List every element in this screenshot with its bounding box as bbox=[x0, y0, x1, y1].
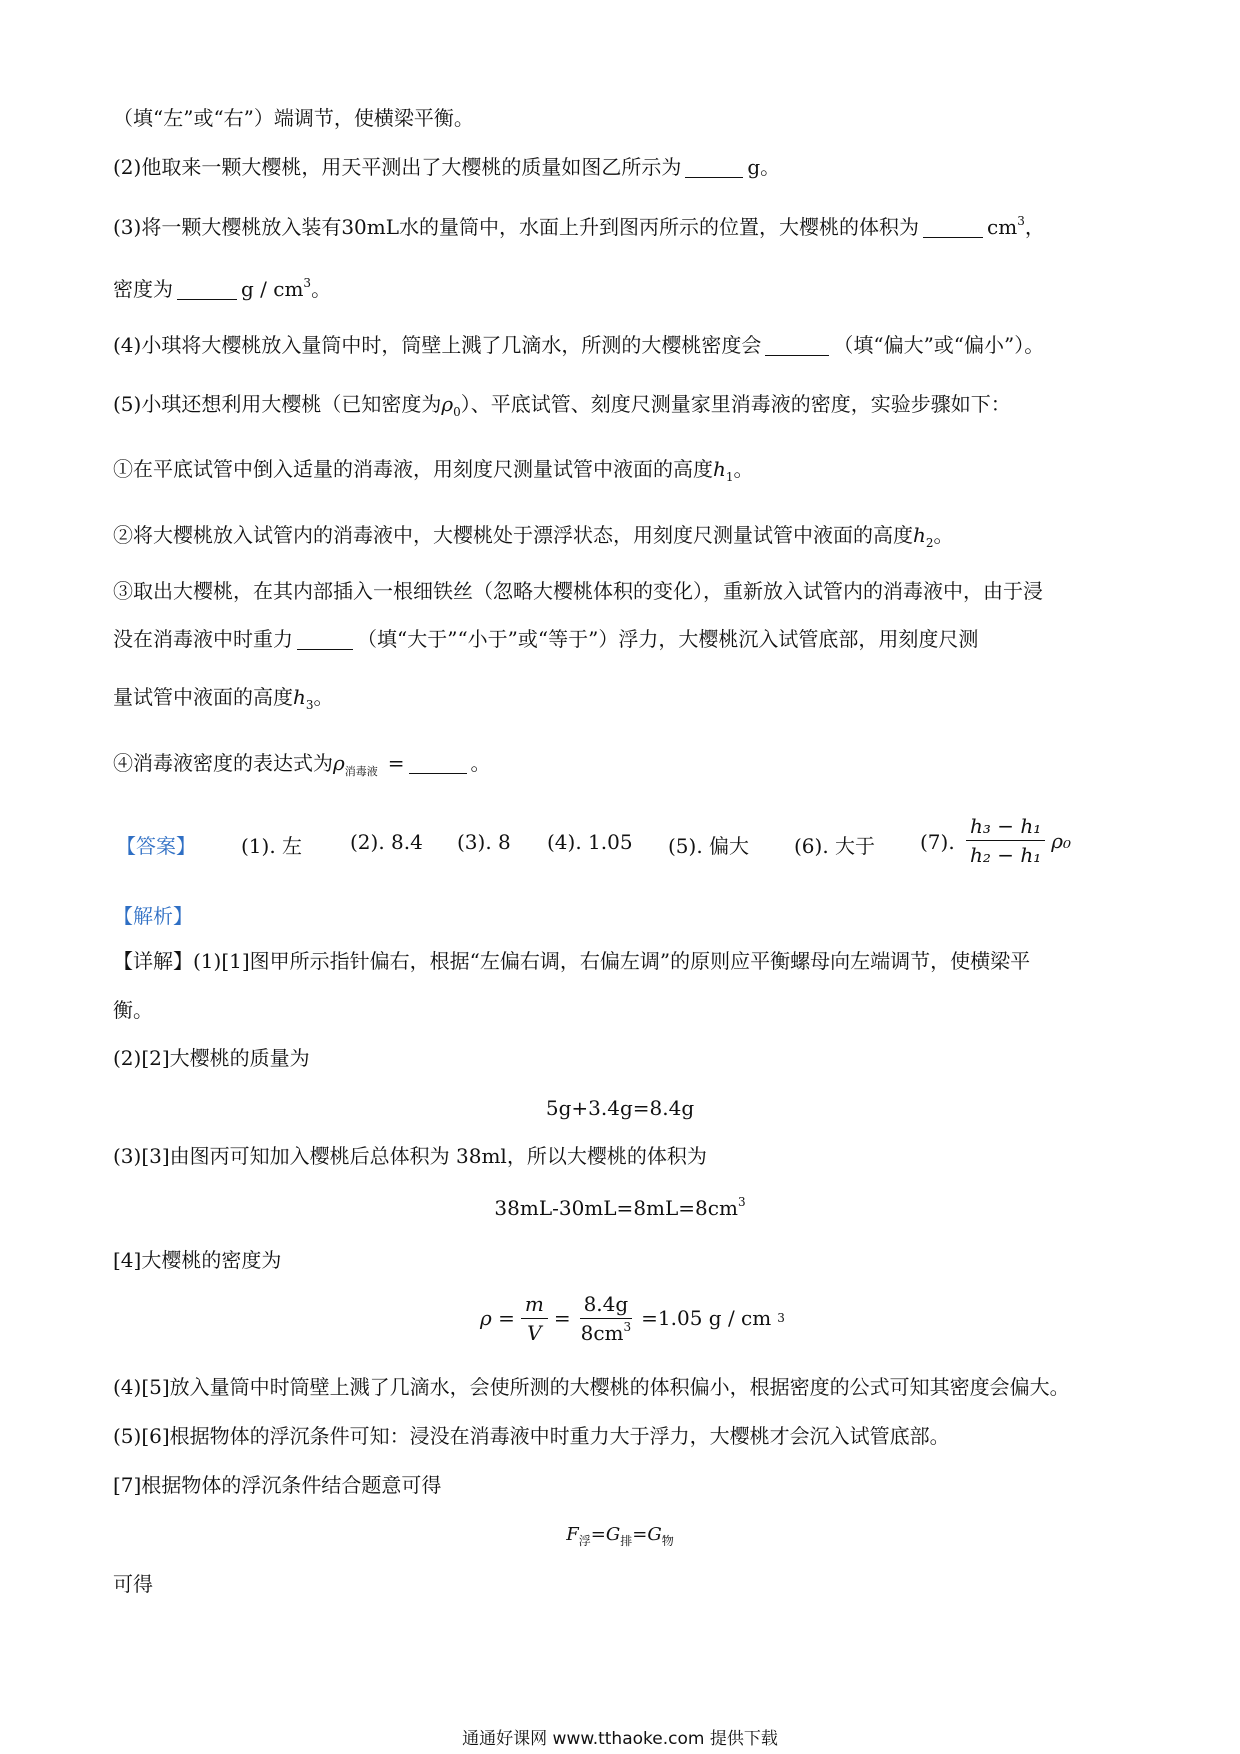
answer-item: (5). 偏大 bbox=[668, 834, 750, 858]
rho-symbol: ρ bbox=[441, 392, 454, 416]
step-2-text: ②将大樱桃放入试管内的消毒液中，大樱桃处于漂浮状态，用刻度尺测量试管中液面的高度 bbox=[113, 523, 913, 547]
answer-item: (6). 大于 bbox=[794, 834, 876, 858]
detail-text: (1)[1]图甲所示指针偏右，根据“左偏右调，右偏左调”的原则应平衡螺母向左端调节，使横梁平 bbox=[193, 949, 1031, 973]
step-1 bbox=[113, 454, 1130, 484]
answer-blank bbox=[409, 751, 467, 774]
fraction-denominator: V bbox=[527, 1320, 542, 1345]
answer-item: (3). 8 bbox=[457, 830, 511, 854]
question-3-tail: ， bbox=[1024, 215, 1045, 239]
answer-item: (7). bbox=[920, 830, 955, 854]
question-5-tail: ）、平底试管、刻度尺测量家里消毒液的密度，实验步骤如下： bbox=[460, 392, 1011, 416]
density-result: =1.05 g / cm bbox=[641, 1306, 772, 1330]
question-3-unit-exp: 3 bbox=[1017, 214, 1025, 228]
fraction bbox=[577, 1290, 636, 1347]
question-3-text: (3)将一颗大樱桃放入装有30mL水的量筒中，水面上升到图丙所示的位置，大樱桃的体积为 bbox=[113, 215, 920, 239]
step-4 bbox=[113, 748, 1130, 778]
force-f-sub: 浮 bbox=[578, 1534, 591, 1548]
step-3-line-3 bbox=[113, 682, 1130, 712]
step-4-tail: 。 bbox=[470, 751, 491, 775]
force-g2-sub: 物 bbox=[661, 1534, 674, 1548]
fraction-numerator: h₃ − h₁ bbox=[966, 812, 1045, 841]
detail-paragraph-7: [7]根据物体的浮沉条件结合题意可得 bbox=[113, 1473, 442, 1497]
equals-sign: = bbox=[553, 1306, 571, 1330]
rho-zero: ρ₀ bbox=[1051, 828, 1072, 853]
fraction bbox=[966, 812, 1045, 869]
equation-volume-text: 38mL-30mL=8mL=8 bbox=[494, 1196, 708, 1220]
step-3-line-1: ③取出大樱桃，在其内部插入一根细铁丝（忽略大樱桃体积的变化），重新放入试管内的消毒液中，由于浸 bbox=[113, 579, 1043, 603]
step-3-text: 量试管中液面的高度 bbox=[113, 685, 293, 709]
step-2 bbox=[113, 520, 1130, 550]
answer-blank bbox=[765, 333, 829, 356]
detail-paragraph-1 bbox=[113, 946, 1130, 976]
step-3-tail: 。 bbox=[313, 685, 334, 709]
question-5 bbox=[113, 389, 1130, 419]
force-g1: =G bbox=[590, 1524, 621, 1545]
h-var: h bbox=[293, 685, 306, 709]
question-5-text: (5)小琪还想利用大樱桃（已知密度为 bbox=[113, 392, 442, 416]
analysis-label: 【解析】 bbox=[113, 904, 193, 928]
equation-volume-exp: 3 bbox=[737, 1195, 746, 1209]
density-label: 密度为 bbox=[113, 277, 173, 301]
detail-paragraph-3: (3)[3]由图丙可知加入樱桃后总体积为 38ml，所以大樱桃的体积为 bbox=[113, 1144, 707, 1168]
question-3-unit: cm bbox=[987, 215, 1018, 239]
detail-paragraph-5: (4)[5]放入量筒中时筒壁上溅了几滴水，会使所测的大樱桃的体积偏小，根据密度的公式可知其密度会偏大。 bbox=[113, 1375, 1070, 1399]
step-3-text: 没在消毒液中时重力 bbox=[113, 627, 293, 651]
answer-row bbox=[113, 812, 1113, 876]
step-1-tail: 。 bbox=[733, 457, 754, 481]
question-3 bbox=[113, 212, 1130, 242]
step-3-tail-text: （填“大于”“小于”或“等于”）浮力，大樱桃沉入试管底部，用刻度尺测 bbox=[357, 627, 979, 651]
h-var: h bbox=[713, 457, 726, 481]
answer-label: 【答案】 bbox=[116, 834, 196, 858]
density-unit-exp: 3 bbox=[303, 276, 312, 290]
force-f: F bbox=[566, 1524, 579, 1545]
answer-7-formula bbox=[966, 812, 1071, 869]
equation-density: ρ = $\frac{m}{V}$ = $\frac{8.4g}{8cm^3}$ =1.05 g / cm 3 bbox=[480, 1291, 785, 1345]
fraction-denominator: h₂ − h₁ bbox=[970, 843, 1042, 867]
h-sub: 1 bbox=[725, 470, 734, 484]
h-var: h bbox=[913, 523, 926, 547]
density-unit: g / cm bbox=[241, 277, 304, 301]
density-tail: 。 bbox=[311, 277, 332, 301]
question-4 bbox=[113, 330, 1130, 360]
answer-blank bbox=[177, 277, 237, 300]
density-lhs: ρ = bbox=[480, 1306, 515, 1330]
fraction-denominator-text: 8cm bbox=[580, 1320, 624, 1345]
equation-mass: 5g+3.4g=8.4g bbox=[545, 1096, 695, 1120]
answer-blank bbox=[923, 215, 983, 238]
equation-volume bbox=[0, 1193, 1240, 1223]
answer-blank bbox=[297, 627, 353, 650]
question-2-text: (2)他取来一颗大樱桃，用天平测出了大樱桃的质量如图乙所示为 bbox=[113, 155, 682, 179]
h-sub: 3 bbox=[305, 698, 314, 712]
rho-symbol: ρ bbox=[333, 751, 345, 775]
question-3-density bbox=[113, 274, 1130, 304]
detail-paragraph-1b: 衡。 bbox=[113, 998, 153, 1022]
fraction-numerator: m bbox=[521, 1290, 548, 1319]
fraction-denominator bbox=[577, 1319, 636, 1347]
detail-paragraph-2: (2)[2]大樱桃的质量为 bbox=[113, 1046, 310, 1070]
answer-item: (4). 1.05 bbox=[547, 830, 633, 854]
fraction-denominator-exp: 3 bbox=[623, 1319, 632, 1334]
h-sub: 2 bbox=[925, 536, 934, 550]
force-g2: =G bbox=[632, 1524, 662, 1545]
question-2-unit: g。 bbox=[747, 155, 781, 179]
fraction bbox=[521, 1290, 548, 1347]
step-3-line-2 bbox=[113, 624, 1130, 654]
detail-label: 【详解】 bbox=[113, 949, 193, 973]
step-2-tail: 。 bbox=[933, 523, 954, 547]
rho-sub: 0 bbox=[453, 405, 461, 419]
answer-item: (2). 8.4 bbox=[350, 830, 423, 854]
detail-paragraph-8: 可得 bbox=[113, 1572, 153, 1596]
answer-item: (1). 左 bbox=[241, 834, 303, 858]
equals-sign: = bbox=[387, 751, 405, 775]
rho-sub: 消毒液 bbox=[344, 765, 378, 778]
equation-buoyancy bbox=[0, 1520, 1240, 1550]
step-4-text: ④消毒液密度的表达式为 bbox=[113, 751, 333, 775]
question-2 bbox=[113, 152, 1130, 182]
step-1-text: ①在平底试管中倒入适量的消毒液，用刻度尺测量试管中液面的高度 bbox=[113, 457, 713, 481]
fraction-numerator: 8.4g bbox=[580, 1290, 633, 1319]
question-4-text: (4)小琪将大樱桃放入量筒中时，筒壁上溅了几滴水，所测的大樱桃密度会 bbox=[113, 333, 762, 357]
detail-paragraph-6: (5)[6]根据物体的浮沉条件可知：浸没在消毒液中时重力大于浮力，大樱桃才会沉入试管底部。 bbox=[113, 1424, 950, 1448]
question-1-tail: （填“左”或“右”）端调节，使横梁平衡。 bbox=[113, 106, 474, 130]
footer-watermark: 通通好课网 www.tthaoke.com 提供下载 bbox=[462, 1729, 778, 1749]
equation-volume-unit: cm bbox=[707, 1196, 738, 1220]
question-4-tail: （填“偏大”或“偏小”）。 bbox=[833, 333, 1045, 357]
detail-paragraph-4: [4]大樱桃的密度为 bbox=[113, 1248, 282, 1272]
answer-blank bbox=[685, 155, 743, 178]
force-g1-sub: 排 bbox=[620, 1534, 633, 1548]
